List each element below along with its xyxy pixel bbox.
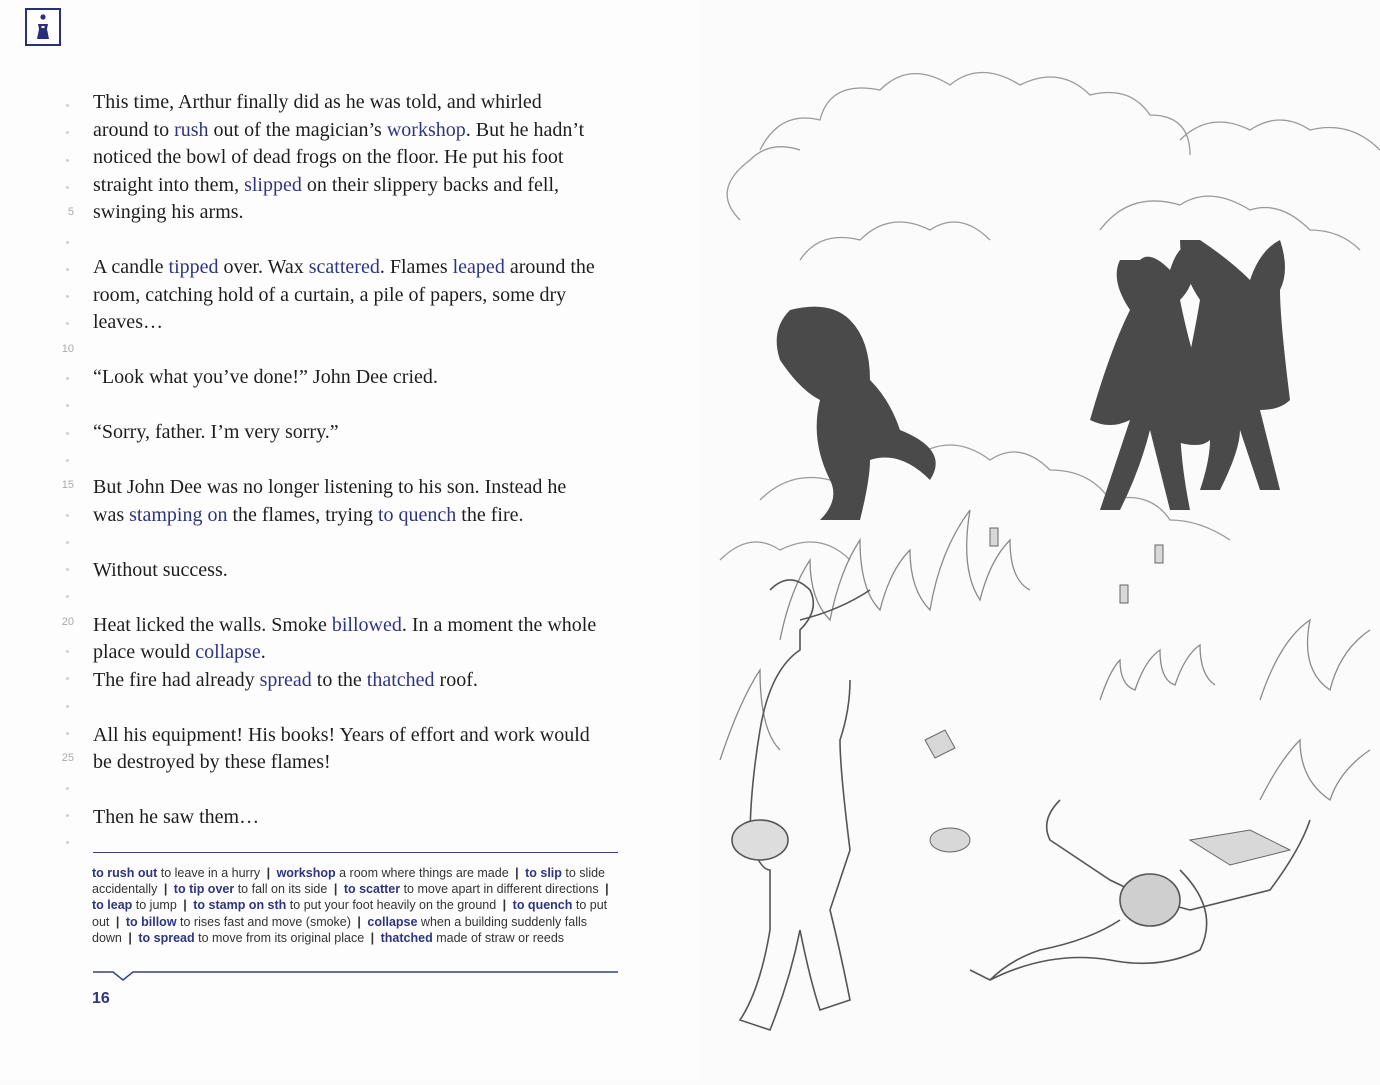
line-marker-dot [66, 241, 69, 244]
text-run: was [93, 503, 130, 526]
glossary-definition: to move apart in different directions [403, 882, 599, 897]
keyword: spread [259, 668, 312, 691]
text-run: straight into them, [93, 173, 245, 196]
text-line [93, 668, 478, 692]
glossary-term: to quench [512, 898, 573, 913]
line-marker-dot [66, 841, 69, 844]
line-number: 25 [61, 752, 74, 765]
glossary-separator: | [163, 882, 168, 897]
glossary-definition: to rises fast and move (smoke) [180, 914, 351, 929]
glossary-definition: to fall on its side [237, 882, 328, 897]
text-run: Without success. [93, 558, 228, 581]
text-run: Heat licked the walls. Smoke [93, 613, 332, 636]
glossary-definition: to slide accidentally [92, 866, 606, 897]
text-line [93, 118, 584, 142]
text-run: . [260, 641, 266, 663]
page-number: 16 [92, 990, 110, 1007]
line-number: 20 [61, 615, 74, 628]
text-line [93, 420, 339, 444]
text-run: to the [311, 668, 367, 691]
keyword: to quench [377, 503, 457, 526]
text-line [93, 750, 331, 774]
line-marker-dot [66, 322, 69, 325]
line-marker-dot [66, 268, 69, 271]
glossary-definition: a room where things are made [339, 866, 509, 880]
text-run: . In a moment the whole [401, 613, 597, 636]
line-marker-dot [66, 186, 69, 189]
keyword: slipped [244, 173, 302, 196]
line-marker-dot [66, 377, 69, 380]
line-marker-dot [66, 541, 69, 544]
text-line [93, 805, 259, 829]
glossary-definition: to put your foot heavily on the ground [289, 898, 497, 913]
line-marker-dot [66, 404, 69, 407]
glossary-separator: | [266, 866, 271, 880]
text-run: place would [93, 641, 196, 663]
glossary-definition: made of straw or reeds [436, 930, 565, 945]
line-marker-dot [66, 131, 69, 134]
glossary-term: to leap [92, 898, 133, 913]
keyword: rush [174, 118, 209, 141]
text-line [93, 145, 563, 169]
line-marker-dot [66, 432, 69, 435]
glossary-term: collapse [367, 914, 418, 929]
keyword: thatched [366, 668, 435, 691]
keyword: stamping on [129, 503, 228, 526]
glossary-bottom-rule [93, 966, 618, 986]
keyword: billowed [331, 613, 402, 636]
line-marker-dot [66, 705, 69, 708]
text-run: But John Dee was no longer listening to his son. Instead he [93, 476, 567, 498]
glossary-separator: | [357, 914, 361, 929]
glossary-term: to slip [525, 866, 562, 880]
text-run: the fire. [456, 503, 524, 526]
text-run: roof. [434, 668, 478, 691]
glossary-definition: to leave in a hurry [160, 866, 261, 880]
text-line [93, 200, 244, 224]
text-run: . But he hadn’t [465, 118, 585, 141]
text-run: Then he saw them… [93, 806, 260, 828]
text-run: out of the magician’s [208, 118, 387, 141]
glossary-separator: | [183, 898, 187, 913]
glossary-term: to spread [138, 930, 195, 945]
glossary-separator: | [333, 882, 338, 897]
text-run: be destroyed by these flames! [93, 751, 331, 773]
line-marker-dot [66, 732, 69, 735]
glossary-definition: to put out [92, 898, 608, 929]
glossary-term: workshop [276, 866, 336, 880]
line-marker-dot [66, 104, 69, 107]
line-marker-dot [66, 677, 69, 680]
glossary-definition: when a building suddenly falls down [92, 914, 588, 945]
glossary-separator: | [502, 898, 507, 913]
text-line [93, 90, 542, 114]
glossary-top-rule [93, 852, 618, 853]
glossary-term: to scatter [343, 882, 401, 897]
keyword: tipped [168, 256, 219, 278]
reader-figure-icon [27, 10, 59, 44]
text-run: All his equipment! His books! Years of effort and work would [93, 723, 590, 746]
glossary-term: to billow [125, 914, 177, 929]
text-line [93, 283, 566, 307]
line-number: 5 [67, 206, 74, 219]
text-line [93, 173, 559, 197]
glossary-separator: | [128, 930, 132, 945]
line-marker-dot [66, 514, 69, 517]
keyword: collapse [195, 641, 261, 663]
keyword: workshop [386, 118, 466, 141]
reader-level-badge [25, 8, 61, 46]
text-run: “Sorry, father. I’m very sorry.” [93, 421, 339, 443]
text-line [93, 558, 228, 582]
text-line [93, 365, 438, 389]
glossary-term: to rush out [92, 866, 158, 880]
text-line [93, 310, 163, 334]
text-run: room, catching hold of a curtain, a pile of papers, some dry [93, 283, 567, 306]
line-marker-dot [66, 295, 69, 298]
text-run: over. Wax [218, 256, 309, 278]
text-run: The fire had already [93, 668, 260, 691]
text-run: . Flames [379, 256, 453, 278]
text-run: This time, Arthur finally did as he was told, and whirled [93, 91, 542, 113]
line-marker-dot [66, 595, 69, 598]
text-line [93, 475, 566, 499]
line-marker-dot [66, 650, 69, 653]
keyword: leaped [452, 256, 505, 278]
line-marker-dot [66, 787, 69, 790]
fire-scene-drawing [700, 0, 1380, 1080]
glossary-definition: to jump [135, 898, 177, 913]
glossary-separator: | [115, 914, 120, 929]
text-line [93, 255, 595, 279]
glossary-separator: | [515, 866, 519, 880]
line-number: 10 [61, 342, 74, 355]
line-marker-dot [66, 568, 69, 571]
line-marker-dot [66, 459, 69, 462]
text-run: “Look what you’ve done!” John Dee cried. [93, 366, 438, 388]
text-run: around to [93, 118, 175, 141]
line-marker-dot [66, 814, 69, 817]
text-run: A candle [93, 256, 169, 278]
text-run: noticed the bowl of dead frogs on the floor. He put his foot [93, 146, 564, 168]
glossary-term: to tip over [173, 882, 235, 897]
line-number: 15 [61, 479, 74, 492]
text-line [93, 640, 266, 664]
text-run: around the [504, 256, 595, 278]
glossary-box [92, 865, 617, 946]
glossary-separator: | [605, 882, 609, 897]
glossary-separator: | [370, 930, 375, 945]
text-line [93, 503, 523, 527]
glossary-term: thatched [380, 930, 433, 945]
text-run: leaves… [93, 311, 163, 333]
line-marker-dot [66, 159, 69, 162]
text-run: the flames, trying [227, 503, 378, 526]
keyword: scattered [308, 256, 380, 278]
glossary-definition: to move from its original place [198, 930, 365, 945]
text-line [93, 723, 590, 747]
text-run: on their slippery backs and fell, [301, 173, 560, 196]
text-run: swinging his arms. [93, 201, 244, 223]
glossary-term: to stamp on sth [193, 898, 287, 913]
text-line [93, 613, 596, 637]
